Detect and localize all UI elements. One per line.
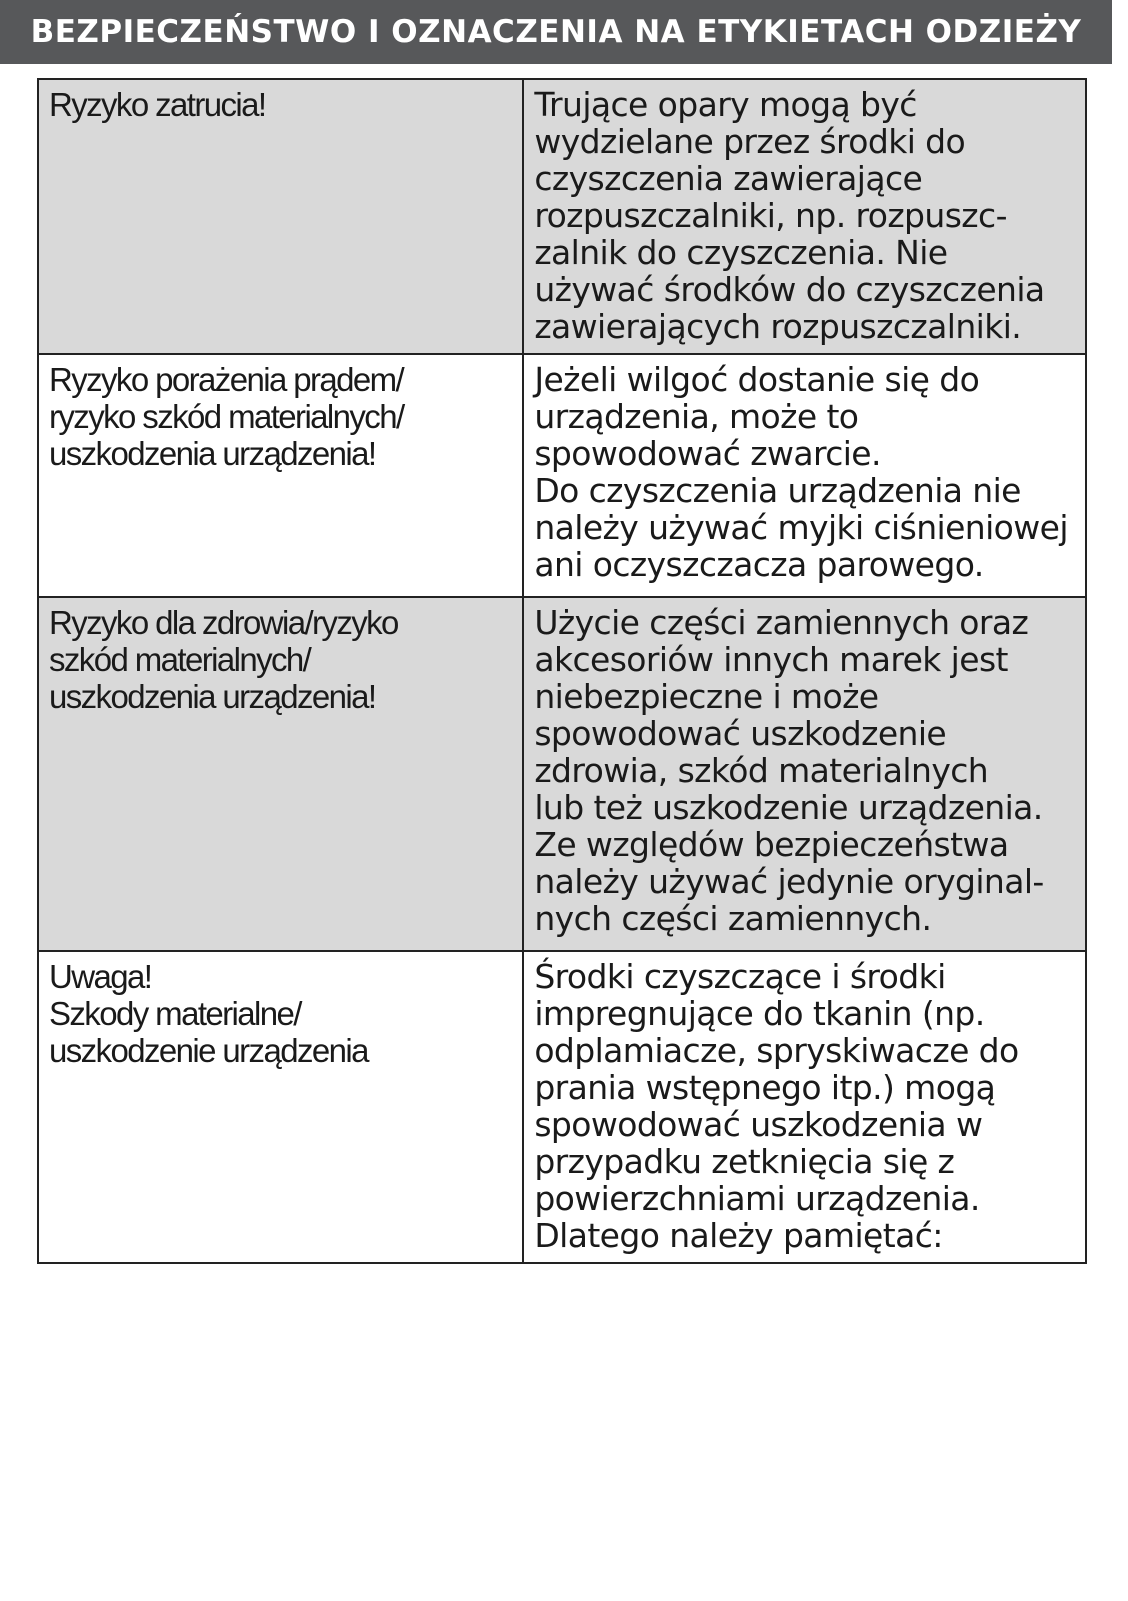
safety-table bbox=[37, 78, 1087, 1264]
risk-label: Ryzyko porażenia prądem/ ryzyko szkód materialnych/ uszkodzenia urządzenia! bbox=[49, 361, 404, 472]
description-cell bbox=[523, 597, 1086, 951]
risk-description: Trujące opary mogą być wydzielane przez środki do czyszczenia zawierające rozpuszczalniki, np. rozpuszc- zalnik do czyszczenia. Nie używać środków do czyszczenia zawierających rozpuszczalniki. bbox=[534, 85, 1045, 346]
risk-description: Środki czyszczące i środki impregnujące do tkanin (np. odplamiacze, spryskiwacze do prania wstępnego itp.) mogą spowodować uszkodzenia w przypadku zetknięcia się z powierzchniami urządzenia. Dlatego należy pamiętać: bbox=[534, 957, 1019, 1255]
risk-description: Użycie części zamiennych oraz akcesoriów innych marek jest niebezpieczne i może spowodować uszkodzenie zdrowia, szkód materialnych lub też uszkodzenie urządzenia. Ze względów bezpieczeństwa należy używać jedynie oryginal- nych części zamiennych. bbox=[534, 603, 1044, 938]
risk-description: Jeżeli wilgoć dostanie się do urządzenia, może to spowodować zwarcie. Do czyszczenia urządzenia nie należy używać myjki ciśnieniowej ani oczyszczacza parowego. bbox=[534, 360, 1068, 584]
risk-cell bbox=[38, 597, 523, 951]
risk-label: Ryzyko dla zdrowia/ryzyko szkód materialnych/ uszkodzenia urządzenia! bbox=[49, 604, 398, 715]
table-row bbox=[38, 354, 1086, 597]
page-title: BEZPIECZEŃSTWO I OZNACZENIA NA ETYKIETACH ODZIEŻY bbox=[30, 14, 1082, 50]
description-cell bbox=[523, 79, 1086, 354]
header-bar bbox=[0, 0, 1112, 64]
table-row bbox=[38, 79, 1086, 354]
risk-label: Ryzyko zatrucia! bbox=[49, 86, 266, 123]
risk-label: Uwaga! Szkody materialne/ uszkodzenie urządzenia bbox=[49, 958, 368, 1069]
risk-cell bbox=[38, 951, 523, 1263]
table-row bbox=[38, 597, 1086, 951]
description-cell bbox=[523, 951, 1086, 1263]
risk-cell bbox=[38, 354, 523, 597]
risk-cell bbox=[38, 79, 523, 354]
description-cell bbox=[523, 354, 1086, 597]
table-row bbox=[38, 951, 1086, 1263]
